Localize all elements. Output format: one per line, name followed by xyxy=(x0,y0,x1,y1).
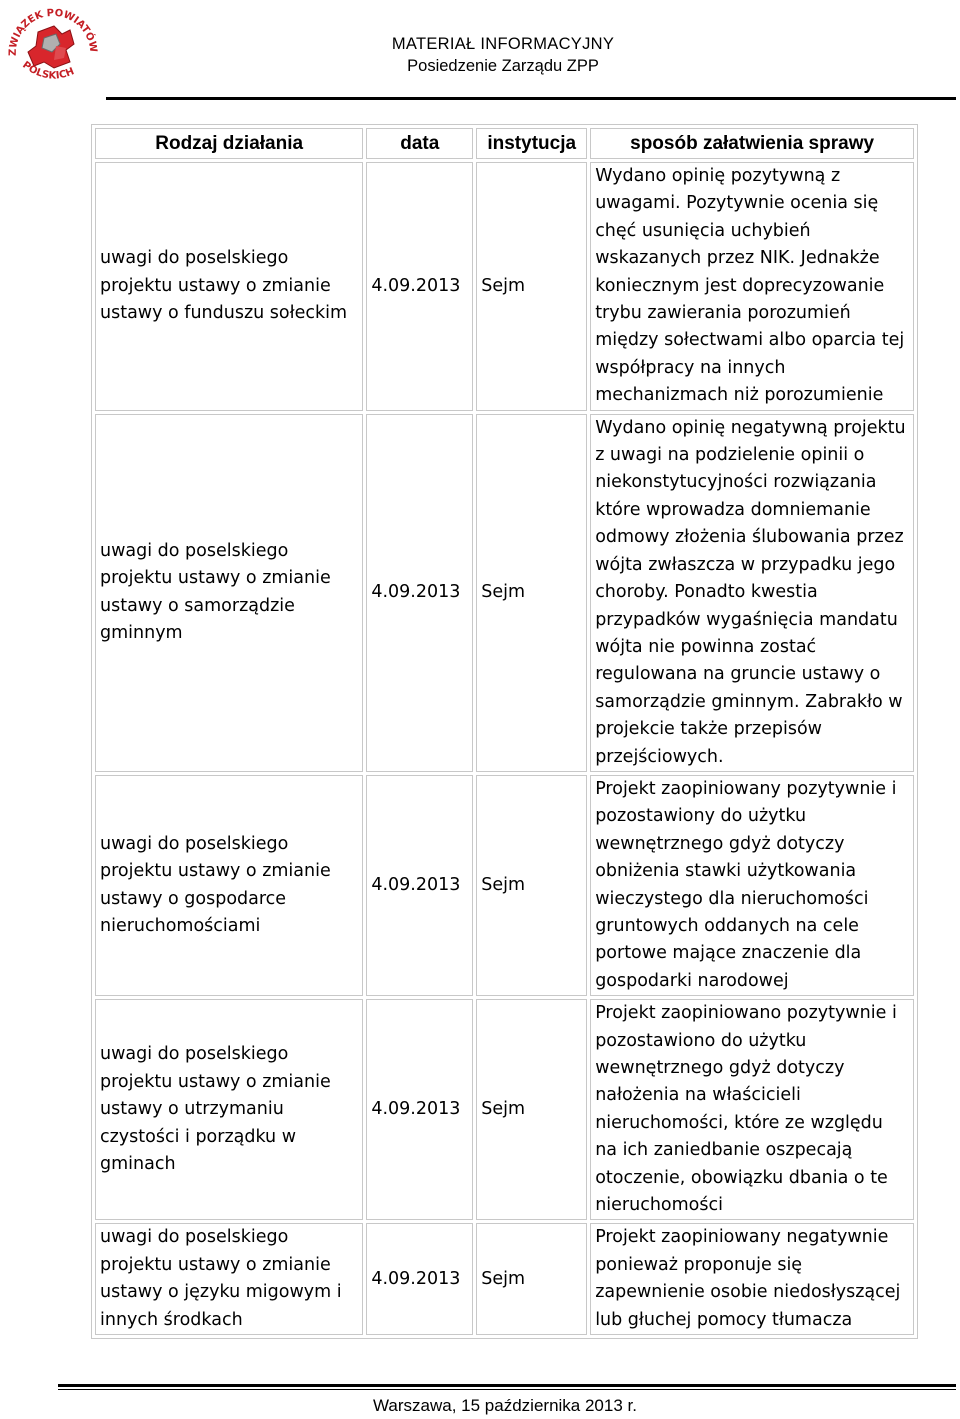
table-row xyxy=(95,1223,914,1335)
cell-date: 4.09.2013 xyxy=(366,775,473,996)
table-row xyxy=(95,999,914,1220)
cell-institution: Sejm xyxy=(476,999,587,1220)
table-row xyxy=(95,775,914,996)
cell-date: 4.09.2013 xyxy=(366,162,473,411)
footer-rule xyxy=(58,1384,956,1387)
col-header-action: Rodzaj działania xyxy=(95,128,363,159)
cell-resolution: Projekt zaopiniowany negatywnie ponieważ proponuje się zapewnienie osobie niedosłyszącej lub głuchej pomocy tłumacza xyxy=(590,1223,914,1335)
cell-resolution: Projekt zaopiniowany pozytywnie i pozostawiony do użytku wewnętrznego gdyż dotyczy obniżenia stawki użytkowania wieczystego dla nieruchomości gruntowych oddanych na cele portowe mające znaczenie dla gospodarki narodowej xyxy=(590,775,914,996)
header-subtitle: Posiedzenie Zarządu ZPP xyxy=(407,57,599,75)
cell-institution: Sejm xyxy=(476,414,587,772)
cell-action: uwagi do poselskiego projektu ustawy o zmianie ustawy o języku migowym i innych środkach xyxy=(95,1223,363,1335)
zpp-logo xyxy=(4,4,100,92)
table-row xyxy=(95,162,914,411)
cell-resolution: Wydano opinię negatywną projektu z uwagi na podzielenie opinii o niekonstytucyjności rozwiązania które wprowadza domniemanie odmowy złożenia ślubowania przez wójta zwłaszcza w przypadku jego choroby. Ponadto kwestia przypadków wygaśnięcia mandatu wójta nie powinna zostać regulowana na gruncie ustawy o samorządzie gminnym. Zabrakło w projekcie także przepisów przejściowych. xyxy=(590,414,914,772)
col-header-resolution: sposób załatwienia sprawy xyxy=(590,128,914,159)
cell-date: 4.09.2013 xyxy=(366,414,473,772)
footer-text: Warszawa, 15 października 2013 r. xyxy=(373,1396,637,1415)
table-header-row xyxy=(95,128,914,159)
cell-action: uwagi do poselskiego projektu ustawy o zmianie ustawy o funduszu sołeckim xyxy=(95,162,363,411)
logo-text-top: ZWIĄZEK POWIATÓW xyxy=(7,7,99,57)
cell-date: 4.09.2013 xyxy=(366,1223,473,1335)
cell-resolution: Wydano opinię pozytywną z uwagami. Pozytywnie ocenia się chęć usunięcia uchybień wskazanych przez NIK. Jednakże koniecznym jest doprecyzowanie trybu zawierania porozumień między sołectwami albo oparcia tej współpracy na innych mechanizmach niż porozumienie xyxy=(590,162,914,411)
col-header-date: data xyxy=(366,128,473,159)
cell-resolution: Projekt zaopiniowano pozytywnie i pozostawiono do użytku wewnętrznego gdyż dotyczy nałożenia na właścicieli nieruchomości, które ze względu na ich zaniedbanie oszpecają otoczenie, obowiązku dbania o te nieruchomości xyxy=(590,999,914,1220)
col-header-institution: instytucja xyxy=(476,128,587,159)
header-rule xyxy=(106,97,956,100)
cell-action: uwagi do poselskiego projektu ustawy o zmianie ustawy o utrzymaniu czystości i porządku w gminach xyxy=(95,999,363,1220)
cell-action: uwagi do poselskiego projektu ustawy o zmianie ustawy o samorządzie gminnym xyxy=(95,414,363,772)
header-title: MATERIAŁ INFORMACYJNY xyxy=(391,35,615,53)
table-row xyxy=(95,414,914,772)
cell-institution: Sejm xyxy=(476,162,587,411)
cell-institution: Sejm xyxy=(476,1223,587,1335)
logo-text-bottom: POLSKICH xyxy=(20,59,76,82)
actions-table xyxy=(91,124,918,1339)
cell-date: 4.09.2013 xyxy=(366,999,473,1220)
footer-rule-thin xyxy=(58,1389,956,1390)
cell-action: uwagi do poselskiego projektu ustawy o zmianie ustawy o gospodarce nieruchomościami xyxy=(95,775,363,996)
cell-institution: Sejm xyxy=(476,775,587,996)
document-header xyxy=(250,33,756,77)
